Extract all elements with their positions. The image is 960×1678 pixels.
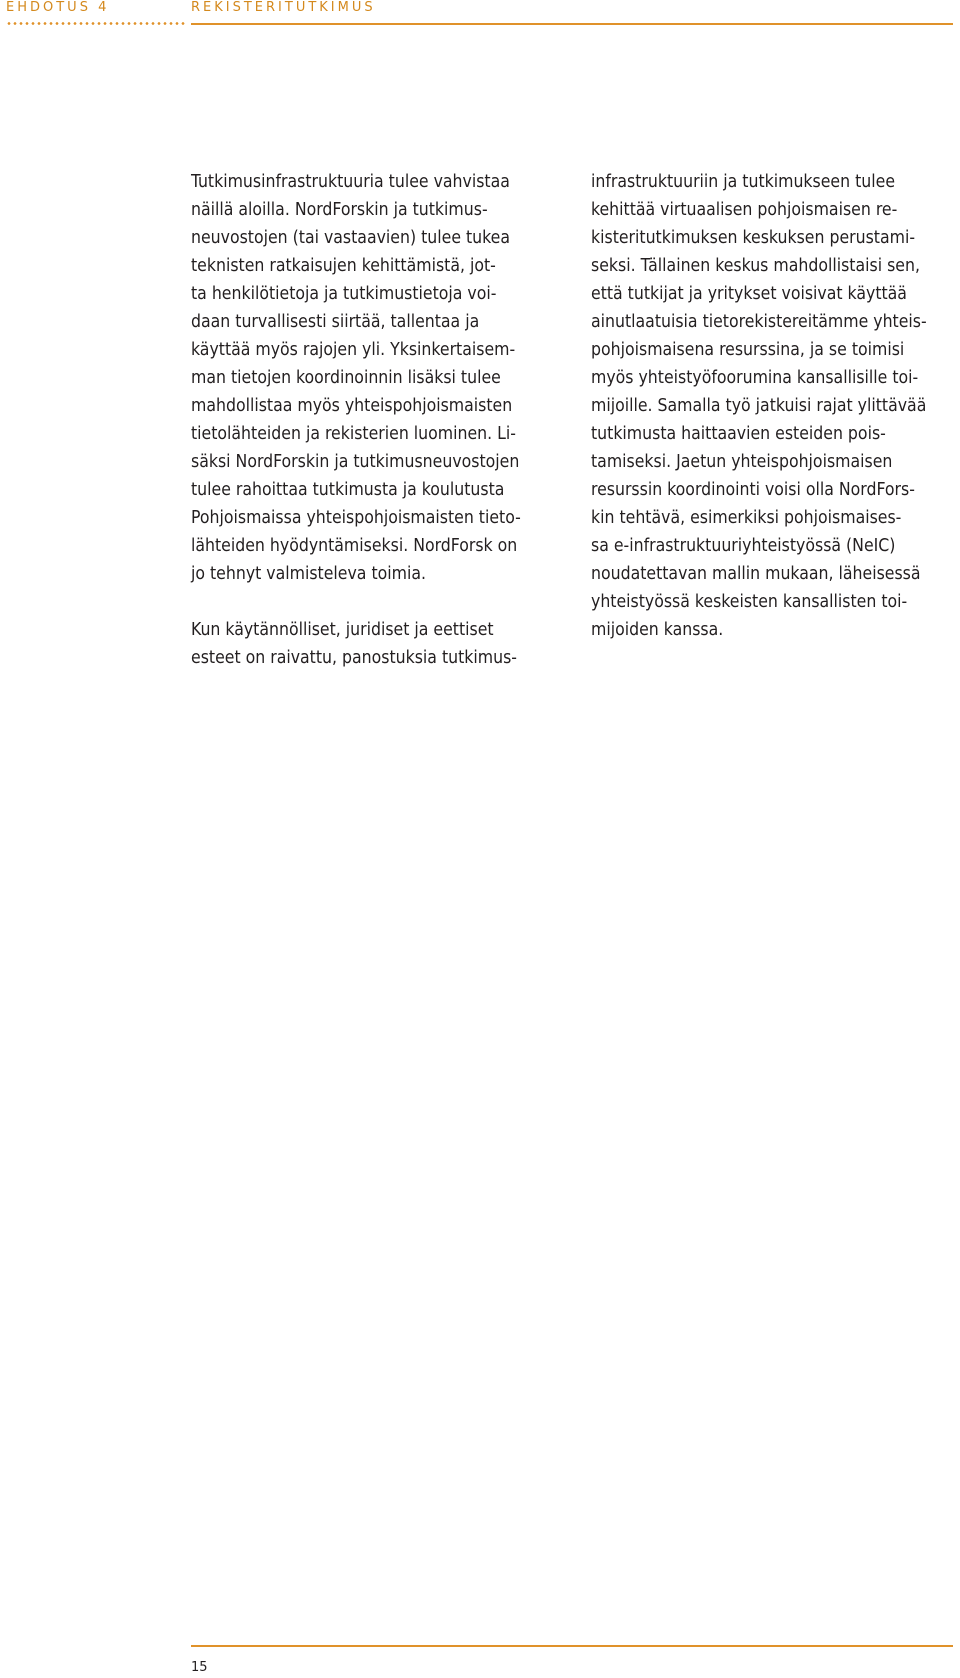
text-line: lähteiden hyödyntämiseksi. NordForsk on [191, 536, 518, 556]
header-dotted-rule [6, 22, 186, 25]
left-text-column [191, 168, 561, 672]
text-line: jo tehnyt valmisteleva toimia. [191, 564, 426, 584]
text-line: neuvostojen (tai vastaavien) tulee tukea [191, 228, 510, 248]
text-line: infrastruktuuriin ja tutkimukseen tulee [591, 172, 896, 192]
header-topic [191, 0, 953, 25]
header-rule [191, 23, 953, 25]
topic-label: REKISTERITUTKIMUS [191, 0, 376, 15]
text-line: Kun käytännölliset, juridiset ja eettiset [191, 620, 494, 640]
text-line: ta henkilötietoja ja tutkimustietoja voi- [191, 284, 497, 304]
text-line: ainutlaatuisia tietorekistereitämme yhteis- [591, 312, 927, 332]
right-text-column [591, 168, 953, 644]
text-line: man tietojen koordinoinnin lisäksi tulee [191, 368, 501, 388]
text-line: yhteistyössä keskeisten kansallisten toi- [591, 592, 908, 612]
text-line: kisteritutkimuksen keskuksen perustami- [591, 228, 916, 248]
text-line: daan turvallisesti siirtää, tallentaa ja [191, 312, 480, 332]
text-line: tulee rahoittaa tutkimusta ja koulutusta [191, 480, 505, 500]
text-line: kin tehtävä, esimerkiksi pohjoismaises- [591, 508, 902, 528]
text-line: säksi NordForskin ja tutkimusneuvostojen [191, 452, 520, 472]
text-line: kehittää virtuaalisen pohjoismaisen re- [591, 200, 898, 220]
text-line: esteet on raivattu, panostuksia tutkimus- [191, 648, 517, 668]
paragraph-gap [191, 588, 561, 616]
paragraph [591, 168, 953, 644]
text-line: noudatettavan mallin mukaan, läheisessä [591, 564, 921, 584]
footer-rule [191, 1645, 953, 1647]
text-line: Pohjoismaissa yhteispohjoismaisten tieto- [191, 508, 521, 528]
text-line: näillä aloilla. NordForskin ja tutkimus- [191, 200, 488, 220]
text-line: tamiseksi. Jaetun yhteispohjoismaisen [591, 452, 893, 472]
text-line: myös yhteistyöfoorumina kansallisille toi- [591, 368, 919, 388]
text-line: mahdollistaa myös yhteispohjoismaisten [191, 396, 513, 416]
text-line: tutkimusta haittaavien esteiden pois- [591, 424, 886, 444]
text-line: sa e-infrastruktuuriyhteistyössä (NeIC) [591, 536, 896, 556]
text-line: Tutkimusinfrastruktuuria tulee vahvistaa [191, 172, 510, 192]
section-label: EHDOTUS 4 [6, 0, 110, 15]
paragraph [191, 616, 561, 672]
text-line: pohjoismaisena resurssina, ja se toimisi [591, 340, 905, 360]
text-line: tietolähteiden ja rekisterien luominen. Li- [191, 424, 516, 444]
text-line: mijoille. Samalla työ jatkuisi rajat ylittävää [591, 396, 927, 416]
page-number: 15 [191, 1660, 208, 1675]
header-section [6, 0, 186, 25]
text-line: käyttää myös rajojen yli. Yksinkertaisem- [191, 340, 516, 360]
text-line: resurssin koordinointi voisi olla NordFors- [591, 480, 915, 500]
text-line: teknisten ratkaisujen kehittämistä, jot- [191, 256, 496, 276]
paragraph [191, 168, 561, 588]
text-line: että tutkijat ja yritykset voisivat käyttää [591, 284, 907, 304]
text-line: seksi. Tällainen keskus mahdollistaisi sen, [591, 256, 920, 276]
text-line: mijoiden kanssa. [591, 620, 724, 640]
